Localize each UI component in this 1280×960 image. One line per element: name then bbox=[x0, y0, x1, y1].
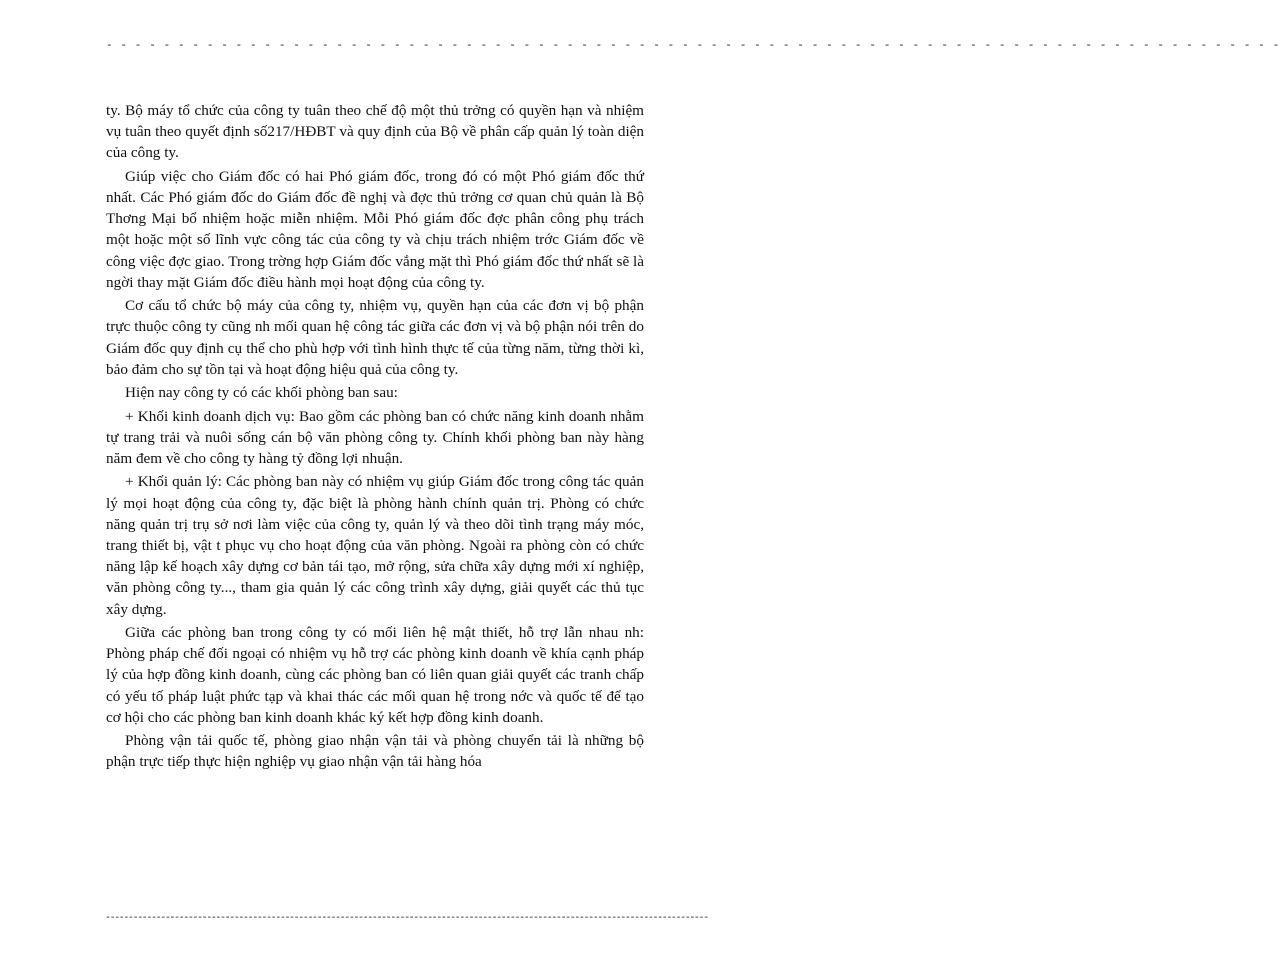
paragraph-1: ty. Bộ máy tổ chức của công ty tuân theo chế độ một thủ trởng có quyền hạn và nhiệm vụ tuân theo quyết định số217/HĐBT và quy định của Bộ về phân cấp quản lý toàn diện của công ty. bbox=[106, 102, 644, 162]
footer-dashed-rule: ----------------------------------------------------------------------------------------------------------------------------------- bbox=[105, 913, 708, 924]
paragraph-6: + Khối quản lý: Các phòng ban này có nhiệm vụ giúp Giám đốc trong công tác quản lý mọi hoạt động của công ty, đặc biệt là phòng hành chính quản trị. Phòng có chức năng quản trị trụ sở nơi làm việc của công ty, quản lý và theo dõi tình trạng máy móc, trang thiết bị, vật t phục vụ cho hoạt động của văn phòng. Ngoài ra phòng còn có chức năng lập kế hoạch xây dựng cơ bản tái tạo, mở rộng, sửa chữa xây dựng mới xí nghiệp, văn phòng công ty..., tham gia quản lý các công trình xây dựng, giải quyết các thủ tục xây dựng. bbox=[106, 473, 644, 618]
paragraph-8: Phòng vận tải quốc tế, phòng giao nhận vận tải và phòng chuyển tải là những bộ phận trực tiếp thực hiện nghiệp vụ giao nhận vận tải hàng hóa bbox=[106, 732, 644, 771]
document-body bbox=[106, 100, 644, 773]
paragraph-4: Hiện nay công ty có các khối phòng ban sau: bbox=[125, 384, 398, 402]
paragraph-3: Cơ cấu tổ chức bộ máy của công ty, nhiệm vụ, quyền hạn của các đơn vị bộ phận trực thuộc công ty cũng nh mối quan hệ công tác giữa các đơn vị và bộ phận nói trên do Giám đốc quy định cụ thể cho phù hợp với tình hình thực tế của từng năm, từng thời kì, bảo đảm cho sự tồn tại và hoạt động hiệu quả của công ty. bbox=[106, 297, 644, 378]
paragraph-5: + Khối kinh doanh dịch vụ: Bao gồm các phòng ban có chức năng kinh doanh nhằm tự trang trải và nuôi sống cán bộ văn phòng công ty. Chính khối phòng ban này hàng năm đem về cho công ty hàng tỷ đồng lợi nhuận. bbox=[106, 407, 644, 467]
paragraph-2: Giúp việc cho Giám đốc có hai Phó giám đốc, trong đó có một Phó giám đốc thứ nhất. Các Phó giám đốc do Giám đốc đề nghị và đợc thủ trởng cơ quan chủ quản là Bộ Thơng Mại bổ nhiệm hoặc miễn nhiệm. Mỗi Phó giám đốc đợc phân công phụ trách một hoặc một số lĩnh vực công tác của công ty và chịu trách nhiệm trớc Giám đốc về công việc đợc giao. Trong trờng hợp Giám đốc vắng mặt thì Phó giám đốc thứ nhất sẽ là ngời thay mặt Giám đốc điều hành mọi hoạt động của công ty. bbox=[106, 167, 644, 291]
paragraph-7: Giữa các phòng ban trong công ty có mối liên hệ mật thiết, hỗ trợ lẫn nhau nh: Phòng pháp chế đối ngoại có nhiệm vụ hỗ trợ các phòng kinh doanh về khía cạnh pháp lý của hợp đồng kinh doanh, cùng các phòng ban có liên quan giải quyết các tranh chấp có yếu tố pháp luật phức tạp và khai thác các mối quan hệ trong nớc và quốc tế để tạo cơ hội cho các phòng ban kinh doanh khác ký kết hợp đồng kinh doanh. bbox=[106, 624, 644, 726]
header-dashed-rule: - - - - - - - - - - - - - - - - - - - - - - - - - - - - - - - - - - - - - - - - - - - - - - - - - - - - - - - - - - - - - - - - - - - - - - - - - - - - - - - - - - bbox=[106, 40, 1280, 52]
